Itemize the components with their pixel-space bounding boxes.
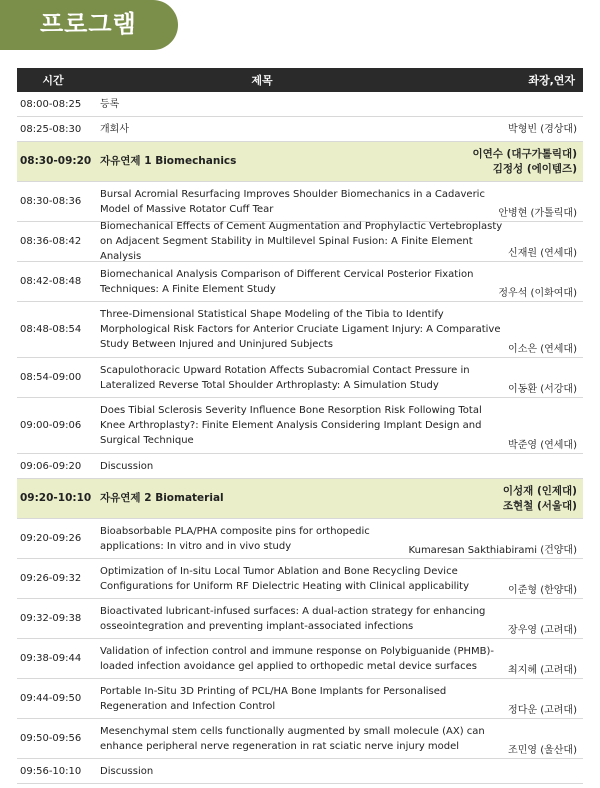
table-row bbox=[17, 759, 583, 784]
table-row bbox=[17, 302, 583, 358]
row-time: 08:25-08:30 bbox=[20, 123, 82, 135]
row-time: 09:38-09:44 bbox=[20, 653, 82, 664]
table-row bbox=[17, 262, 583, 302]
row-speaker: 정다운 (고려대) bbox=[508, 705, 577, 716]
session-chairs bbox=[503, 484, 577, 514]
row-title: 개회사 bbox=[100, 123, 129, 135]
table-row bbox=[17, 559, 583, 599]
row-title: Bioabsorbable PLA/PHA composite pins for orthopedic applications: In vitro and in vivo study bbox=[100, 525, 370, 552]
program-table bbox=[17, 68, 583, 784]
row-speaker: 박형빈 (경상대) bbox=[508, 123, 577, 135]
row-title: Optimization of In-situ Local Tumor Ablation and Bone Recycling Device Configurations for Uniform RF Dielectric Heating with Clinical applicability bbox=[100, 565, 470, 592]
row-title: Biomechanical Effects of Cement Augmentation and Prophylactic Vertebroplasty on Adjacent Segment Stability in Multilevel Spinal Fusion: A Finite Element Analysis bbox=[100, 221, 503, 262]
row-speaker: 조민영 (울산대) bbox=[508, 745, 577, 756]
table-row bbox=[17, 454, 583, 479]
row-title: Biomechanical Analysis Comparison of Different Cervical Posterior Fixation Techniques: A Finite Element Study bbox=[100, 268, 474, 295]
chair-name: 이연수 (대구가톨릭대) bbox=[472, 147, 577, 160]
row-time: 09:26-09:32 bbox=[20, 573, 82, 584]
row-time: 08:36-08:42 bbox=[20, 236, 82, 247]
row-time: 09:06-09:20 bbox=[20, 460, 82, 472]
row-speaker: 신재원 (연세대) bbox=[508, 248, 577, 259]
chair-name: 이성재 (인제대) bbox=[502, 484, 577, 497]
row-time: 08:54-09:00 bbox=[20, 372, 82, 383]
row-title: Discussion bbox=[100, 460, 154, 472]
row-time: 09:20-10:10 bbox=[20, 492, 92, 504]
row-time: 09:00-09:06 bbox=[20, 420, 82, 431]
row-title: Discussion bbox=[100, 765, 154, 777]
program-banner bbox=[0, 0, 178, 50]
chair-name: 김정성 (에이템즈) bbox=[492, 162, 577, 175]
row-speaker: 이동환 (서강대) bbox=[508, 384, 577, 395]
table-row bbox=[17, 679, 583, 719]
table-row bbox=[17, 639, 583, 679]
row-speaker: 정우석 (이화여대) bbox=[498, 288, 577, 299]
row-time: 09:32-09:38 bbox=[20, 613, 82, 624]
table-row bbox=[17, 398, 583, 454]
row-time: 08:30-09:20 bbox=[20, 155, 92, 167]
row-time: 09:50-09:56 bbox=[20, 733, 82, 744]
row-title: Bursal Acromial Resurfacing Improves Shoulder Biomechanics in a Cadaveric Model of Massive Rotator Cuff Tear bbox=[100, 188, 485, 215]
chair-name: 조현철 (서울대) bbox=[502, 499, 577, 512]
session-row bbox=[17, 479, 583, 519]
table-row bbox=[17, 222, 583, 262]
table-row bbox=[17, 599, 583, 639]
row-time: 08:42-08:48 bbox=[20, 276, 82, 287]
header-title: 제목 bbox=[251, 74, 273, 87]
row-title: Scapulothoracic Upward Rotation Affects Subacromial Contact Pressure in Lateralized Reverse Total Shoulder Arthroplasty: A Simulation Study bbox=[100, 364, 470, 391]
header-chair: 좌장,연자 bbox=[528, 74, 575, 87]
table-row bbox=[17, 182, 583, 222]
row-title: Bioactivated lubricant-infused surfaces: A dual-action strategy for enhancing osseointegration and preventing implant-associated infections bbox=[100, 605, 486, 632]
row-time: 09:20-09:26 bbox=[20, 533, 82, 544]
row-title: 등록 bbox=[100, 98, 120, 110]
table-row bbox=[17, 519, 583, 559]
row-speaker: 이준형 (한양대) bbox=[508, 585, 577, 596]
table-row bbox=[17, 719, 583, 759]
session-chairs bbox=[472, 147, 577, 177]
row-title: Does Tibial Sclerosis Severity Influence Bone Resorption Risk Following Total Knee Arthroplasty?: Finite Element Analysis Considering Implant Design and Surgical Technique bbox=[100, 405, 482, 446]
page-title: 프로그램 bbox=[40, 10, 137, 38]
row-time: 08:00-08:25 bbox=[20, 98, 82, 110]
row-speaker: Kumaresan Sakthiabirami (건양대) bbox=[408, 545, 577, 556]
row-title: Validation of infection control and immune response on Polybiguanide (PHMB)-loaded infection avoidance gel applied to orthopedic metal device surfaces bbox=[100, 645, 495, 672]
session-title: 자유연제 1 Biomechanics bbox=[100, 155, 237, 167]
table-row bbox=[17, 358, 583, 398]
row-time: 08:48-08:54 bbox=[20, 324, 82, 335]
row-speaker: 박준영 (연세대) bbox=[508, 440, 577, 451]
header-time: 시간 bbox=[42, 74, 64, 87]
table-row bbox=[17, 117, 583, 142]
row-speaker: 장우영 (고려대) bbox=[508, 625, 577, 636]
session-title: 자유연제 2 Biomaterial bbox=[100, 492, 224, 504]
session-row bbox=[17, 142, 583, 182]
table-header bbox=[17, 68, 583, 92]
row-title: Portable In-Situ 3D Printing of PCL/HA Bone Implants for Personalised Regeneration and Infection Control bbox=[100, 685, 447, 712]
row-time: 09:44-09:50 bbox=[20, 693, 82, 704]
row-speaker: 최지혜 (고려대) bbox=[508, 665, 577, 676]
table-row bbox=[17, 92, 583, 117]
row-title: Three-Dimensional Statistical Shape Modeling of the Tibia to Identify Morphological Risk Factors for Anterior Cruciate Ligament Injury: A Comparative Study Between Injured and Uninjured Subjects bbox=[100, 309, 501, 350]
row-speaker: 이소은 (연세대) bbox=[508, 344, 577, 355]
row-time: 09:56-10:10 bbox=[20, 765, 82, 777]
row-title: Mesenchymal stem cells functionally augmented by small molecule (AX) can enhance peripheral nerve regeneration in rat sciatic nerve injury model bbox=[100, 725, 485, 752]
row-speaker: 안병현 (가톨릭대) bbox=[498, 208, 577, 219]
row-time: 08:30-08:36 bbox=[20, 196, 82, 207]
